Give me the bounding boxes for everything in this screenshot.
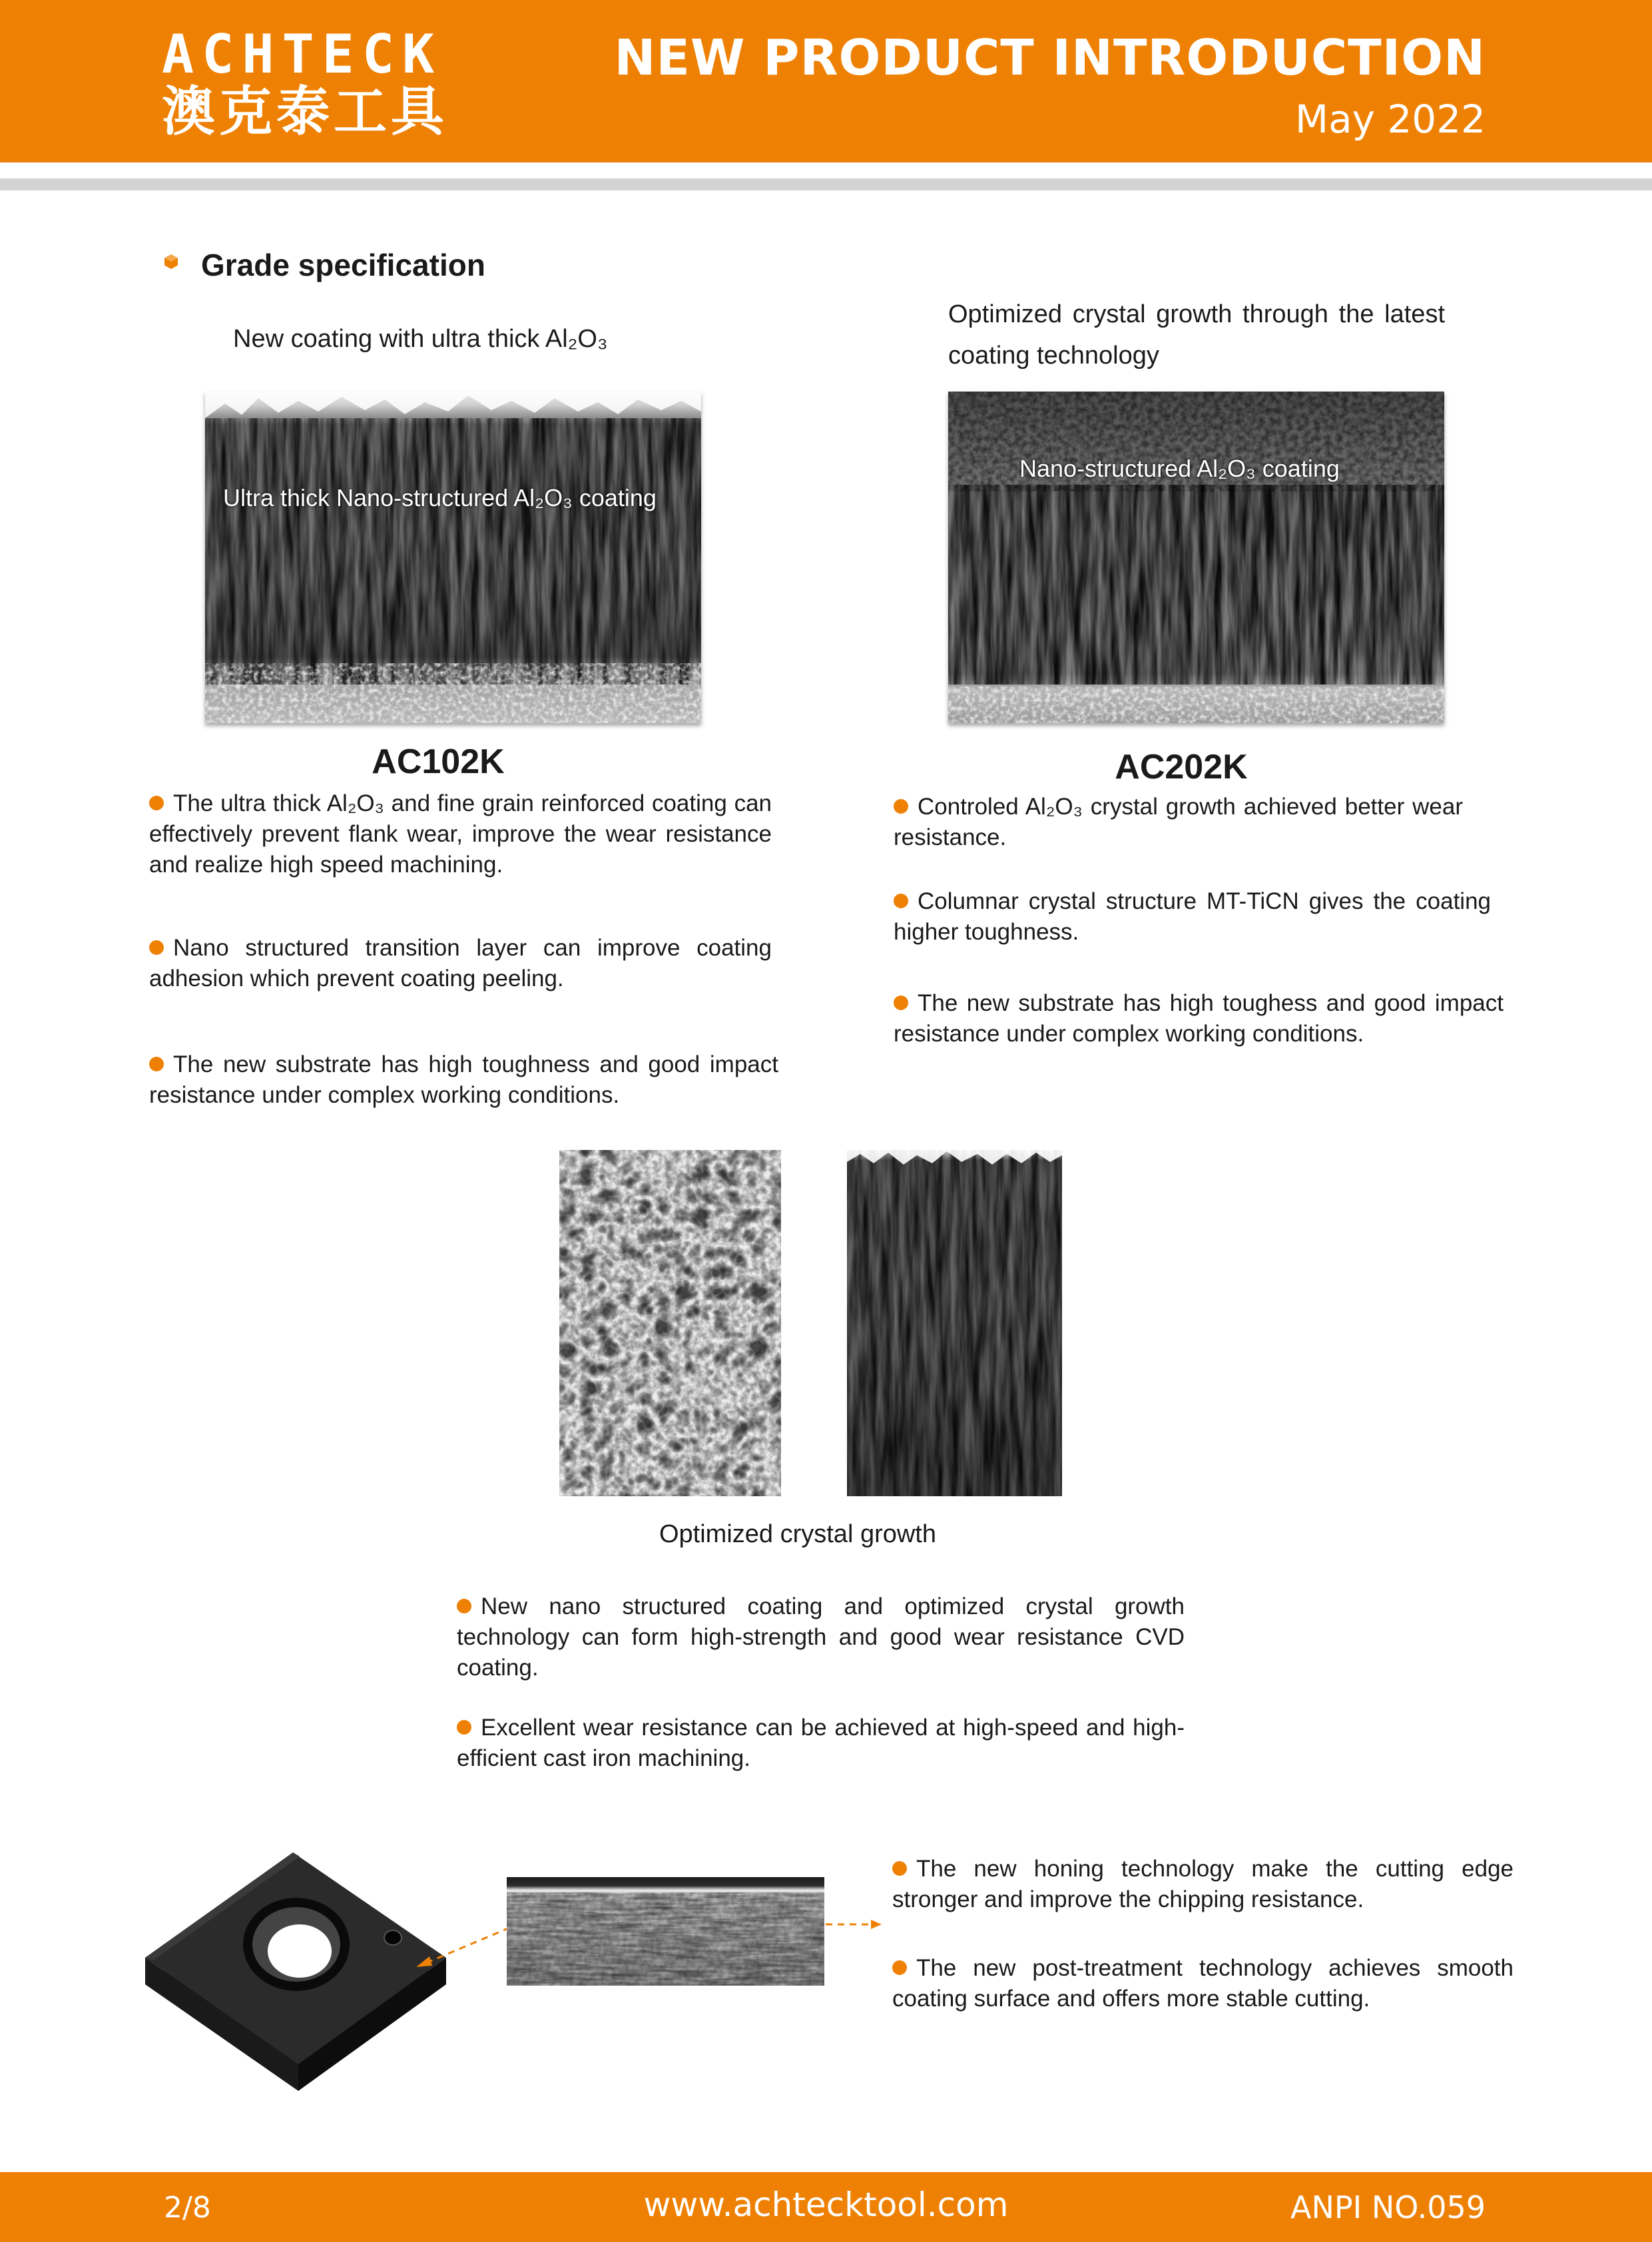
right-bullet-2: Columnar crystal structure MT-TiCN gives the coating higher toughness. [894,888,1491,945]
bullet-dot [894,799,908,814]
left-sem-image [205,392,701,723]
header-divider [0,178,1652,190]
grade-ac202k: AC202K [1115,748,1248,786]
bullet-dot [457,1599,471,1613]
bullet-dot [892,1960,907,1975]
middle-bullet-1: New nano structured coating and optimized crystal growth technology can form high-strength and good wear resistance CVD coating. [457,1593,1185,1681]
right-bullet-3: The new substrate has high toughess and good impact resistance under complex working conditions. [894,990,1504,1047]
bullet-dot [457,1720,471,1735]
left-bullet-1: The ultra thick Al₂O₃ and fine grain reinforced coating can effectively prevent flank wear, improve the wear resistance and realize high speed machining. [149,790,772,878]
left-caption: New coating with ultra thick Al₂O₃ [233,325,608,353]
middle-caption: Optimized crystal growth [659,1520,936,1548]
bullet-dot [894,894,908,908]
grade-ac102k: AC102K [372,742,505,781]
right-caption: Optimized crystal growth through the latest coating technology [948,300,1445,370]
document-number: ANPI NO.059 [1290,2189,1486,2225]
arrow-line-left [423,1923,521,1964]
section-title: Grade specification [201,248,485,282]
cutting-insert-icon [145,1852,446,2091]
arrowhead-right-icon [871,1920,882,1929]
left-bullet-3: The new substrate has high toughness and good impact resistance under complex working conditions. [149,1051,778,1108]
left-bullet-2: Nano structured transition layer can improve coating adhesion which prevent coating peeling. [149,935,772,991]
right-image-label: Nano-structured Al₂O₃ coating [1019,455,1340,482]
hexagon-bullet-icon [163,254,179,270]
page-number: 2/8 [164,2191,211,2225]
bottom-bullet-1: The new honing technology make the cutting edge stronger and improve the chipping resistance. [892,1856,1514,1912]
middle-bullet-2: Excellent wear resistance can be achieved at high-speed and high-efficient cast iron machining. [457,1715,1185,1771]
website-link[interactable]: www.achtecktool.com [643,2185,1009,2224]
bullet-dot [149,796,164,810]
right-bullet-1: Controled Al₂O₃ crystal growth achieved better wear resistance. [894,794,1463,850]
bullet-dot [149,940,164,955]
bottom-bullet-2: The new post-treatment technology achieves smooth coating surface and offers more stable cutting. [892,1955,1514,2012]
publication-date: May 2022 [1295,97,1486,142]
left-image-label: Ultra thick Nano-structured Al₂O₃ coating [223,484,657,511]
brand-logo: ACHTECK [162,23,443,85]
edge-sem-image [507,1877,824,1986]
sem-cross-section-image [847,1150,1062,1496]
right-sem-image [948,392,1444,723]
bullet-dot [892,1861,907,1876]
page-title: NEW PRODUCT INTRODUCTION [614,29,1486,87]
sem-surface-image [559,1150,781,1496]
bullet-dot [149,1057,164,1071]
brand-logo-chinese: 澳克泰工具 [162,81,448,142]
bullet-dot [894,995,908,1010]
